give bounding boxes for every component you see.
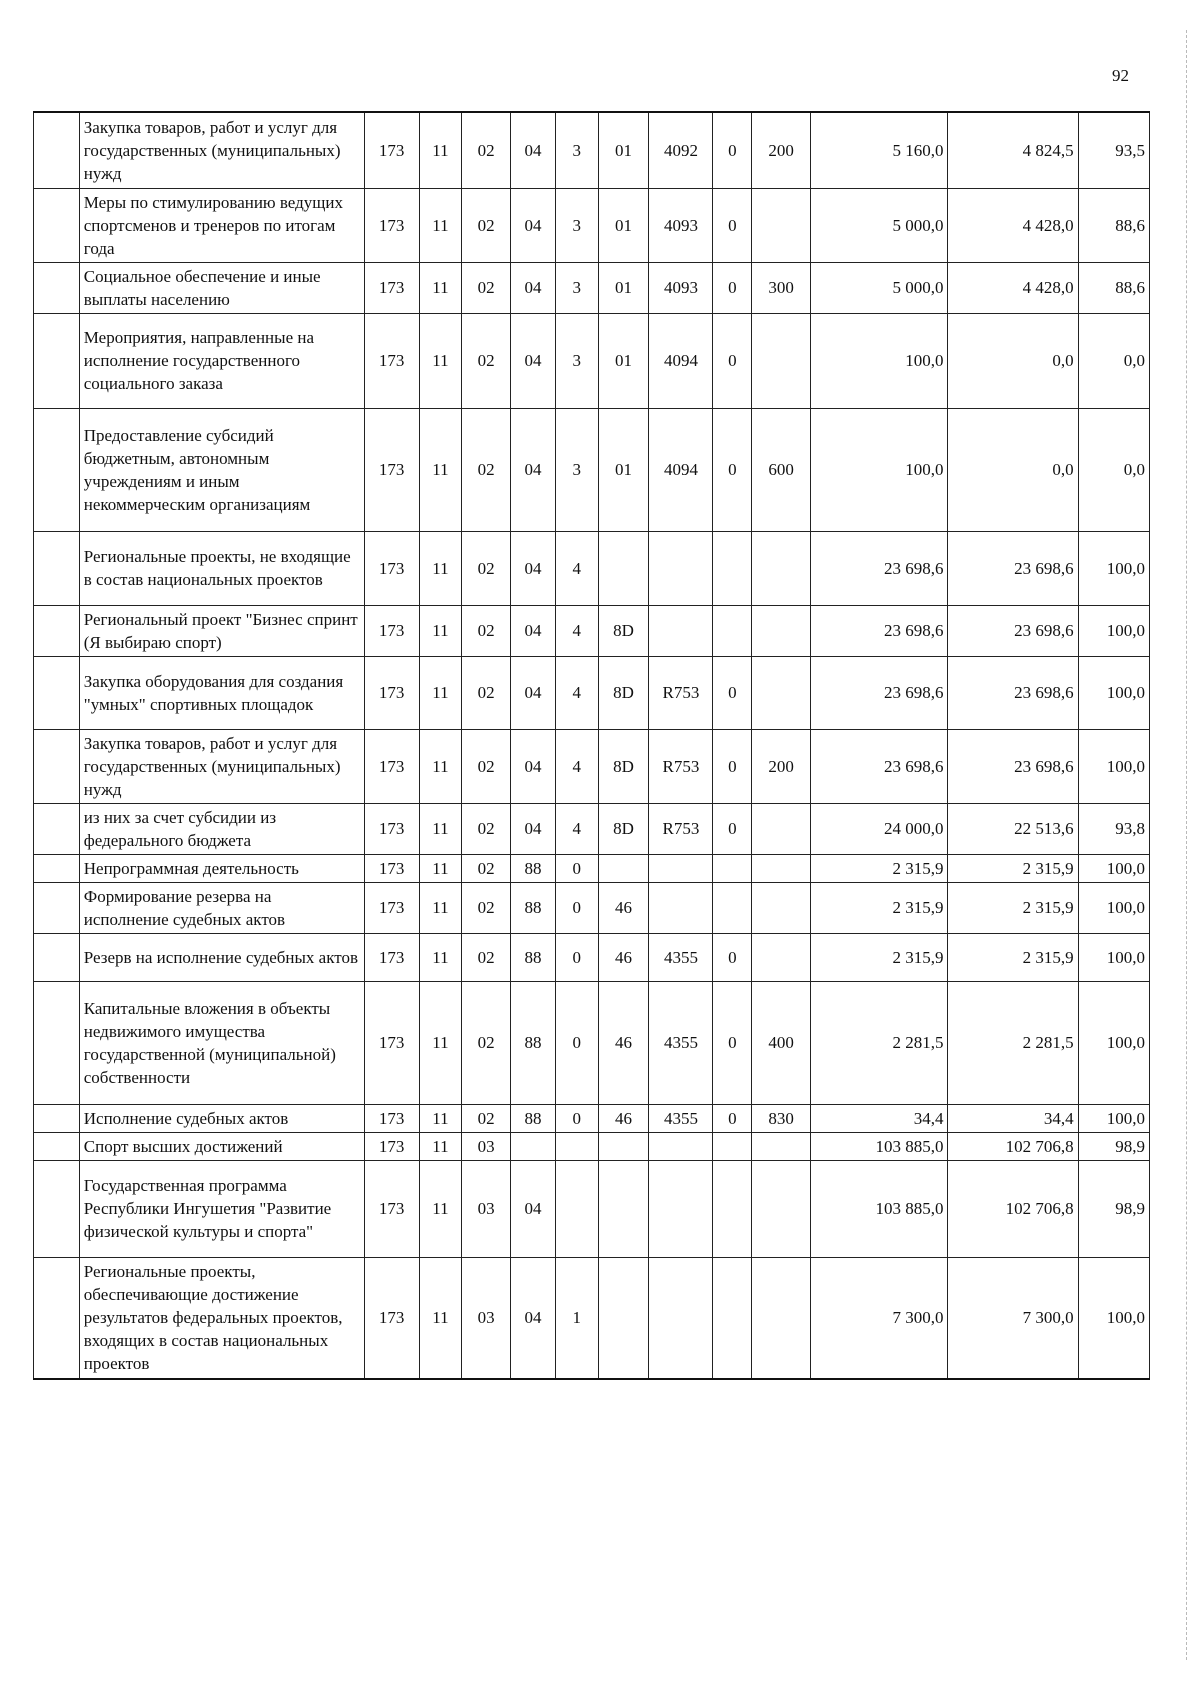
row-description: Социальное обеспечение и иные выплаты населению <box>79 262 364 313</box>
code-col-5: 0 <box>555 854 598 882</box>
code-col-8 <box>713 531 752 605</box>
actual-amount: 2 315,9 <box>948 882 1078 933</box>
actual-amount: 0,0 <box>948 313 1078 408</box>
actual-amount: 0,0 <box>948 408 1078 531</box>
code-col-1: 173 <box>364 854 419 882</box>
row-blank-cell <box>34 262 80 313</box>
table-row <box>34 882 1150 933</box>
execution-percent: 98,9 <box>1078 1132 1149 1160</box>
code-col-2: 11 <box>419 313 462 408</box>
code-col-2: 11 <box>419 729 462 803</box>
table-row <box>34 531 1150 605</box>
table-body <box>34 112 1150 1379</box>
execution-percent: 88,6 <box>1078 262 1149 313</box>
code-col-5: 3 <box>555 262 598 313</box>
code-col-6: 8D <box>598 803 649 854</box>
row-blank-cell <box>34 1104 80 1132</box>
code-col-6: 8D <box>598 605 649 656</box>
code-col-1: 173 <box>364 933 419 981</box>
code-col-3: 02 <box>462 854 511 882</box>
code-col-3: 02 <box>462 933 511 981</box>
code-col-8 <box>713 854 752 882</box>
planned-amount: 100,0 <box>811 408 948 531</box>
code-col-1: 173 <box>364 605 419 656</box>
code-col-7 <box>649 605 713 656</box>
code-col-9: 600 <box>752 408 811 531</box>
planned-amount: 5 000,0 <box>811 188 948 262</box>
actual-amount: 4 428,0 <box>948 262 1078 313</box>
actual-amount: 102 706,8 <box>948 1160 1078 1257</box>
code-col-1: 173 <box>364 1104 419 1132</box>
actual-amount: 23 698,6 <box>948 531 1078 605</box>
code-col-7: 4093 <box>649 188 713 262</box>
row-description: Мероприятия, направленные на исполнение государственного социального заказа <box>79 313 364 408</box>
code-col-5: 0 <box>555 1104 598 1132</box>
execution-percent: 100,0 <box>1078 729 1149 803</box>
row-blank-cell <box>34 803 80 854</box>
actual-amount: 4 428,0 <box>948 188 1078 262</box>
code-col-8: 0 <box>713 656 752 729</box>
row-description: Спорт высших достижений <box>79 1132 364 1160</box>
code-col-6: 46 <box>598 882 649 933</box>
row-blank-cell <box>34 981 80 1104</box>
planned-amount: 5 160,0 <box>811 112 948 188</box>
code-col-6 <box>598 1160 649 1257</box>
code-col-6 <box>598 1132 649 1160</box>
actual-amount: 4 824,5 <box>948 112 1078 188</box>
execution-percent: 100,0 <box>1078 933 1149 981</box>
row-blank-cell <box>34 188 80 262</box>
code-col-6: 8D <box>598 729 649 803</box>
code-col-5: 4 <box>555 803 598 854</box>
code-col-1: 173 <box>364 729 419 803</box>
table-row <box>34 262 1150 313</box>
row-blank-cell <box>34 729 80 803</box>
code-col-2: 11 <box>419 112 462 188</box>
table-row <box>34 1257 1150 1379</box>
planned-amount: 103 885,0 <box>811 1132 948 1160</box>
code-col-3: 02 <box>462 729 511 803</box>
code-col-3: 02 <box>462 981 511 1104</box>
table-row <box>34 803 1150 854</box>
code-col-8 <box>713 1257 752 1379</box>
code-col-2: 11 <box>419 803 462 854</box>
row-blank-cell <box>34 1132 80 1160</box>
code-col-7: 4355 <box>649 981 713 1104</box>
code-col-3: 02 <box>462 408 511 531</box>
code-col-2: 11 <box>419 656 462 729</box>
table-row <box>34 981 1150 1104</box>
code-col-1: 173 <box>364 262 419 313</box>
code-col-8: 0 <box>713 933 752 981</box>
code-col-3: 02 <box>462 605 511 656</box>
code-col-4: 88 <box>511 1104 556 1132</box>
planned-amount: 2 315,9 <box>811 933 948 981</box>
planned-amount: 23 698,6 <box>811 729 948 803</box>
table-row <box>34 933 1150 981</box>
code-col-8 <box>713 605 752 656</box>
actual-amount: 23 698,6 <box>948 729 1078 803</box>
code-col-5: 0 <box>555 981 598 1104</box>
table-row <box>34 112 1150 188</box>
code-col-1: 173 <box>364 531 419 605</box>
code-col-5: 4 <box>555 729 598 803</box>
code-col-9 <box>752 313 811 408</box>
code-col-7: R753 <box>649 803 713 854</box>
code-col-7: 4355 <box>649 1104 713 1132</box>
code-col-8: 0 <box>713 188 752 262</box>
code-col-7: 4355 <box>649 933 713 981</box>
code-col-4: 04 <box>511 729 556 803</box>
code-col-9 <box>752 1160 811 1257</box>
row-description: Капитальные вложения в объекты недвижимого имущества государственной (муниципальной) собственности <box>79 981 364 1104</box>
code-col-7 <box>649 1160 713 1257</box>
planned-amount: 2 315,9 <box>811 882 948 933</box>
actual-amount: 2 315,9 <box>948 933 1078 981</box>
row-blank-cell <box>34 313 80 408</box>
execution-percent: 0,0 <box>1078 408 1149 531</box>
code-col-7 <box>649 1257 713 1379</box>
code-col-9 <box>752 933 811 981</box>
table-row <box>34 1132 1150 1160</box>
code-col-3: 02 <box>462 1104 511 1132</box>
code-col-3: 03 <box>462 1257 511 1379</box>
planned-amount: 2 281,5 <box>811 981 948 1104</box>
code-col-7: 4092 <box>649 112 713 188</box>
execution-percent: 100,0 <box>1078 882 1149 933</box>
code-col-9 <box>752 1257 811 1379</box>
code-col-6: 8D <box>598 656 649 729</box>
table-row <box>34 854 1150 882</box>
code-col-6 <box>598 531 649 605</box>
code-col-4: 04 <box>511 262 556 313</box>
planned-amount: 34,4 <box>811 1104 948 1132</box>
code-col-1: 173 <box>364 1160 419 1257</box>
code-col-1: 173 <box>364 1257 419 1379</box>
code-col-1: 173 <box>364 1132 419 1160</box>
code-col-2: 11 <box>419 1257 462 1379</box>
execution-percent: 100,0 <box>1078 531 1149 605</box>
row-description: Закупка товаров, работ и услуг для государственных (муниципальных) нужд <box>79 112 364 188</box>
row-blank-cell <box>34 933 80 981</box>
table-row <box>34 656 1150 729</box>
row-description: Региональный проект "Бизнес спринт (Я выбираю спорт) <box>79 605 364 656</box>
planned-amount: 24 000,0 <box>811 803 948 854</box>
scan-edge-line <box>1186 30 1187 1660</box>
execution-percent: 100,0 <box>1078 605 1149 656</box>
code-col-9: 200 <box>752 729 811 803</box>
row-blank-cell <box>34 1257 80 1379</box>
planned-amount: 23 698,6 <box>811 656 948 729</box>
code-col-3: 03 <box>462 1160 511 1257</box>
code-col-7 <box>649 854 713 882</box>
code-col-7: R753 <box>649 656 713 729</box>
code-col-1: 173 <box>364 188 419 262</box>
code-col-1: 173 <box>364 882 419 933</box>
execution-percent: 100,0 <box>1078 1104 1149 1132</box>
page-number: 92 <box>1112 66 1129 85</box>
row-blank-cell <box>34 656 80 729</box>
planned-amount: 23 698,6 <box>811 605 948 656</box>
code-col-7: 4093 <box>649 262 713 313</box>
code-col-5: 3 <box>555 188 598 262</box>
code-col-9 <box>752 882 811 933</box>
code-col-8: 0 <box>713 1104 752 1132</box>
code-col-2: 11 <box>419 1160 462 1257</box>
code-col-6: 46 <box>598 933 649 981</box>
code-col-7: 4094 <box>649 408 713 531</box>
row-description: Формирование резерва на исполнение судебных актов <box>79 882 364 933</box>
code-col-6: 01 <box>598 262 649 313</box>
table-row <box>34 188 1150 262</box>
code-col-6: 01 <box>598 313 649 408</box>
code-col-2: 11 <box>419 933 462 981</box>
code-col-4: 04 <box>511 408 556 531</box>
row-description: Региональные проекты, не входящие в состав национальных проектов <box>79 531 364 605</box>
code-col-6 <box>598 854 649 882</box>
table-row <box>34 408 1150 531</box>
code-col-4: 88 <box>511 933 556 981</box>
code-col-7 <box>649 882 713 933</box>
row-blank-cell <box>34 605 80 656</box>
code-col-5: 3 <box>555 313 598 408</box>
code-col-8: 0 <box>713 262 752 313</box>
code-col-9 <box>752 656 811 729</box>
code-col-5 <box>555 1160 598 1257</box>
execution-percent: 100,0 <box>1078 1257 1149 1379</box>
code-col-8: 0 <box>713 981 752 1104</box>
code-col-5: 4 <box>555 605 598 656</box>
code-col-4: 04 <box>511 803 556 854</box>
code-col-2: 11 <box>419 1132 462 1160</box>
code-col-2: 11 <box>419 531 462 605</box>
execution-percent: 0,0 <box>1078 313 1149 408</box>
code-col-5: 4 <box>555 656 598 729</box>
code-col-3: 02 <box>462 882 511 933</box>
execution-percent: 88,6 <box>1078 188 1149 262</box>
code-col-8: 0 <box>713 112 752 188</box>
row-description: Резерв на исполнение судебных актов <box>79 933 364 981</box>
execution-percent: 100,0 <box>1078 981 1149 1104</box>
planned-amount: 7 300,0 <box>811 1257 948 1379</box>
code-col-9: 830 <box>752 1104 811 1132</box>
code-col-4: 04 <box>511 188 556 262</box>
code-col-6 <box>598 1257 649 1379</box>
table-row <box>34 729 1150 803</box>
code-col-5: 1 <box>555 1257 598 1379</box>
code-col-5: 0 <box>555 882 598 933</box>
code-col-8 <box>713 1132 752 1160</box>
row-description: из них за счет субсидии из федерального бюджета <box>79 803 364 854</box>
actual-amount: 23 698,6 <box>948 656 1078 729</box>
code-col-8: 0 <box>713 313 752 408</box>
code-col-1: 173 <box>364 112 419 188</box>
code-col-6: 46 <box>598 1104 649 1132</box>
code-col-4: 88 <box>511 981 556 1104</box>
code-col-9 <box>752 531 811 605</box>
code-col-4: 04 <box>511 1160 556 1257</box>
code-col-3: 03 <box>462 1132 511 1160</box>
code-col-2: 11 <box>419 262 462 313</box>
planned-amount: 100,0 <box>811 313 948 408</box>
code-col-5: 4 <box>555 531 598 605</box>
code-col-4: 88 <box>511 882 556 933</box>
table-row <box>34 605 1150 656</box>
code-col-7: R753 <box>649 729 713 803</box>
row-description: Меры по стимулированию ведущих спортсменов и тренеров по итогам года <box>79 188 364 262</box>
actual-amount: 2 281,5 <box>948 981 1078 1104</box>
code-col-3: 02 <box>462 188 511 262</box>
code-col-1: 173 <box>364 408 419 531</box>
code-col-7 <box>649 531 713 605</box>
row-description: Закупка оборудования для создания "умных" спортивных площадок <box>79 656 364 729</box>
code-col-4: 88 <box>511 854 556 882</box>
actual-amount: 22 513,6 <box>948 803 1078 854</box>
code-col-1: 173 <box>364 803 419 854</box>
code-col-9 <box>752 188 811 262</box>
code-col-2: 11 <box>419 188 462 262</box>
code-col-3: 02 <box>462 313 511 408</box>
row-blank-cell <box>34 531 80 605</box>
code-col-6: 01 <box>598 188 649 262</box>
code-col-5: 0 <box>555 933 598 981</box>
code-col-4: 04 <box>511 112 556 188</box>
code-col-9: 200 <box>752 112 811 188</box>
execution-percent: 93,8 <box>1078 803 1149 854</box>
code-col-9: 300 <box>752 262 811 313</box>
code-col-3: 02 <box>462 803 511 854</box>
code-col-6: 01 <box>598 112 649 188</box>
code-col-5: 3 <box>555 408 598 531</box>
code-col-4: 04 <box>511 656 556 729</box>
row-blank-cell <box>34 854 80 882</box>
code-col-8: 0 <box>713 803 752 854</box>
code-col-2: 11 <box>419 981 462 1104</box>
execution-percent: 100,0 <box>1078 854 1149 882</box>
code-col-3: 02 <box>462 531 511 605</box>
code-col-5: 3 <box>555 112 598 188</box>
row-description: Закупка товаров, работ и услуг для государственных (муниципальных) нужд <box>79 729 364 803</box>
row-description: Исполнение судебных актов <box>79 1104 364 1132</box>
execution-percent: 100,0 <box>1078 656 1149 729</box>
code-col-9 <box>752 803 811 854</box>
code-col-2: 11 <box>419 882 462 933</box>
row-blank-cell <box>34 408 80 531</box>
code-col-1: 173 <box>364 313 419 408</box>
table-row <box>34 1160 1150 1257</box>
row-description: Непрограммная деятельность <box>79 854 364 882</box>
table-row <box>34 1104 1150 1132</box>
code-col-7 <box>649 1132 713 1160</box>
code-col-5 <box>555 1132 598 1160</box>
planned-amount: 5 000,0 <box>811 262 948 313</box>
code-col-8 <box>713 1160 752 1257</box>
code-col-6: 46 <box>598 981 649 1104</box>
execution-percent: 98,9 <box>1078 1160 1149 1257</box>
code-col-3: 02 <box>462 262 511 313</box>
code-col-8: 0 <box>713 729 752 803</box>
actual-amount: 23 698,6 <box>948 605 1078 656</box>
code-col-2: 11 <box>419 1104 462 1132</box>
actual-amount: 34,4 <box>948 1104 1078 1132</box>
code-col-1: 173 <box>364 656 419 729</box>
code-col-9 <box>752 1132 811 1160</box>
row-blank-cell <box>34 1160 80 1257</box>
code-col-3: 02 <box>462 656 511 729</box>
code-col-9 <box>752 854 811 882</box>
code-col-3: 02 <box>462 112 511 188</box>
actual-amount: 7 300,0 <box>948 1257 1078 1379</box>
table-row <box>34 313 1150 408</box>
code-col-9: 400 <box>752 981 811 1104</box>
code-col-2: 11 <box>419 605 462 656</box>
row-description: Предоставление субсидий бюджетным, автономным учреждениям и иным некоммерческим организациям <box>79 408 364 531</box>
execution-percent: 93,5 <box>1078 112 1149 188</box>
code-col-4: 04 <box>511 531 556 605</box>
planned-amount: 2 315,9 <box>811 854 948 882</box>
row-blank-cell <box>34 112 80 188</box>
code-col-9 <box>752 605 811 656</box>
row-description: Региональные проекты, обеспечивающие достижение результатов федеральных проектов, входящих в состав национальных проектов <box>79 1257 364 1379</box>
row-blank-cell <box>34 882 80 933</box>
code-col-8 <box>713 882 752 933</box>
budget-execution-table <box>33 111 1150 1380</box>
code-col-7: 4094 <box>649 313 713 408</box>
code-col-8: 0 <box>713 408 752 531</box>
code-col-4 <box>511 1132 556 1160</box>
planned-amount: 103 885,0 <box>811 1160 948 1257</box>
code-col-4: 04 <box>511 605 556 656</box>
code-col-2: 11 <box>419 408 462 531</box>
row-description: Государственная программа Республики Ингушетия "Развитие физической культуры и спорта" <box>79 1160 364 1257</box>
actual-amount: 2 315,9 <box>948 854 1078 882</box>
code-col-6: 01 <box>598 408 649 531</box>
actual-amount: 102 706,8 <box>948 1132 1078 1160</box>
code-col-2: 11 <box>419 854 462 882</box>
code-col-4: 04 <box>511 1257 556 1379</box>
code-col-1: 173 <box>364 981 419 1104</box>
planned-amount: 23 698,6 <box>811 531 948 605</box>
code-col-4: 04 <box>511 313 556 408</box>
